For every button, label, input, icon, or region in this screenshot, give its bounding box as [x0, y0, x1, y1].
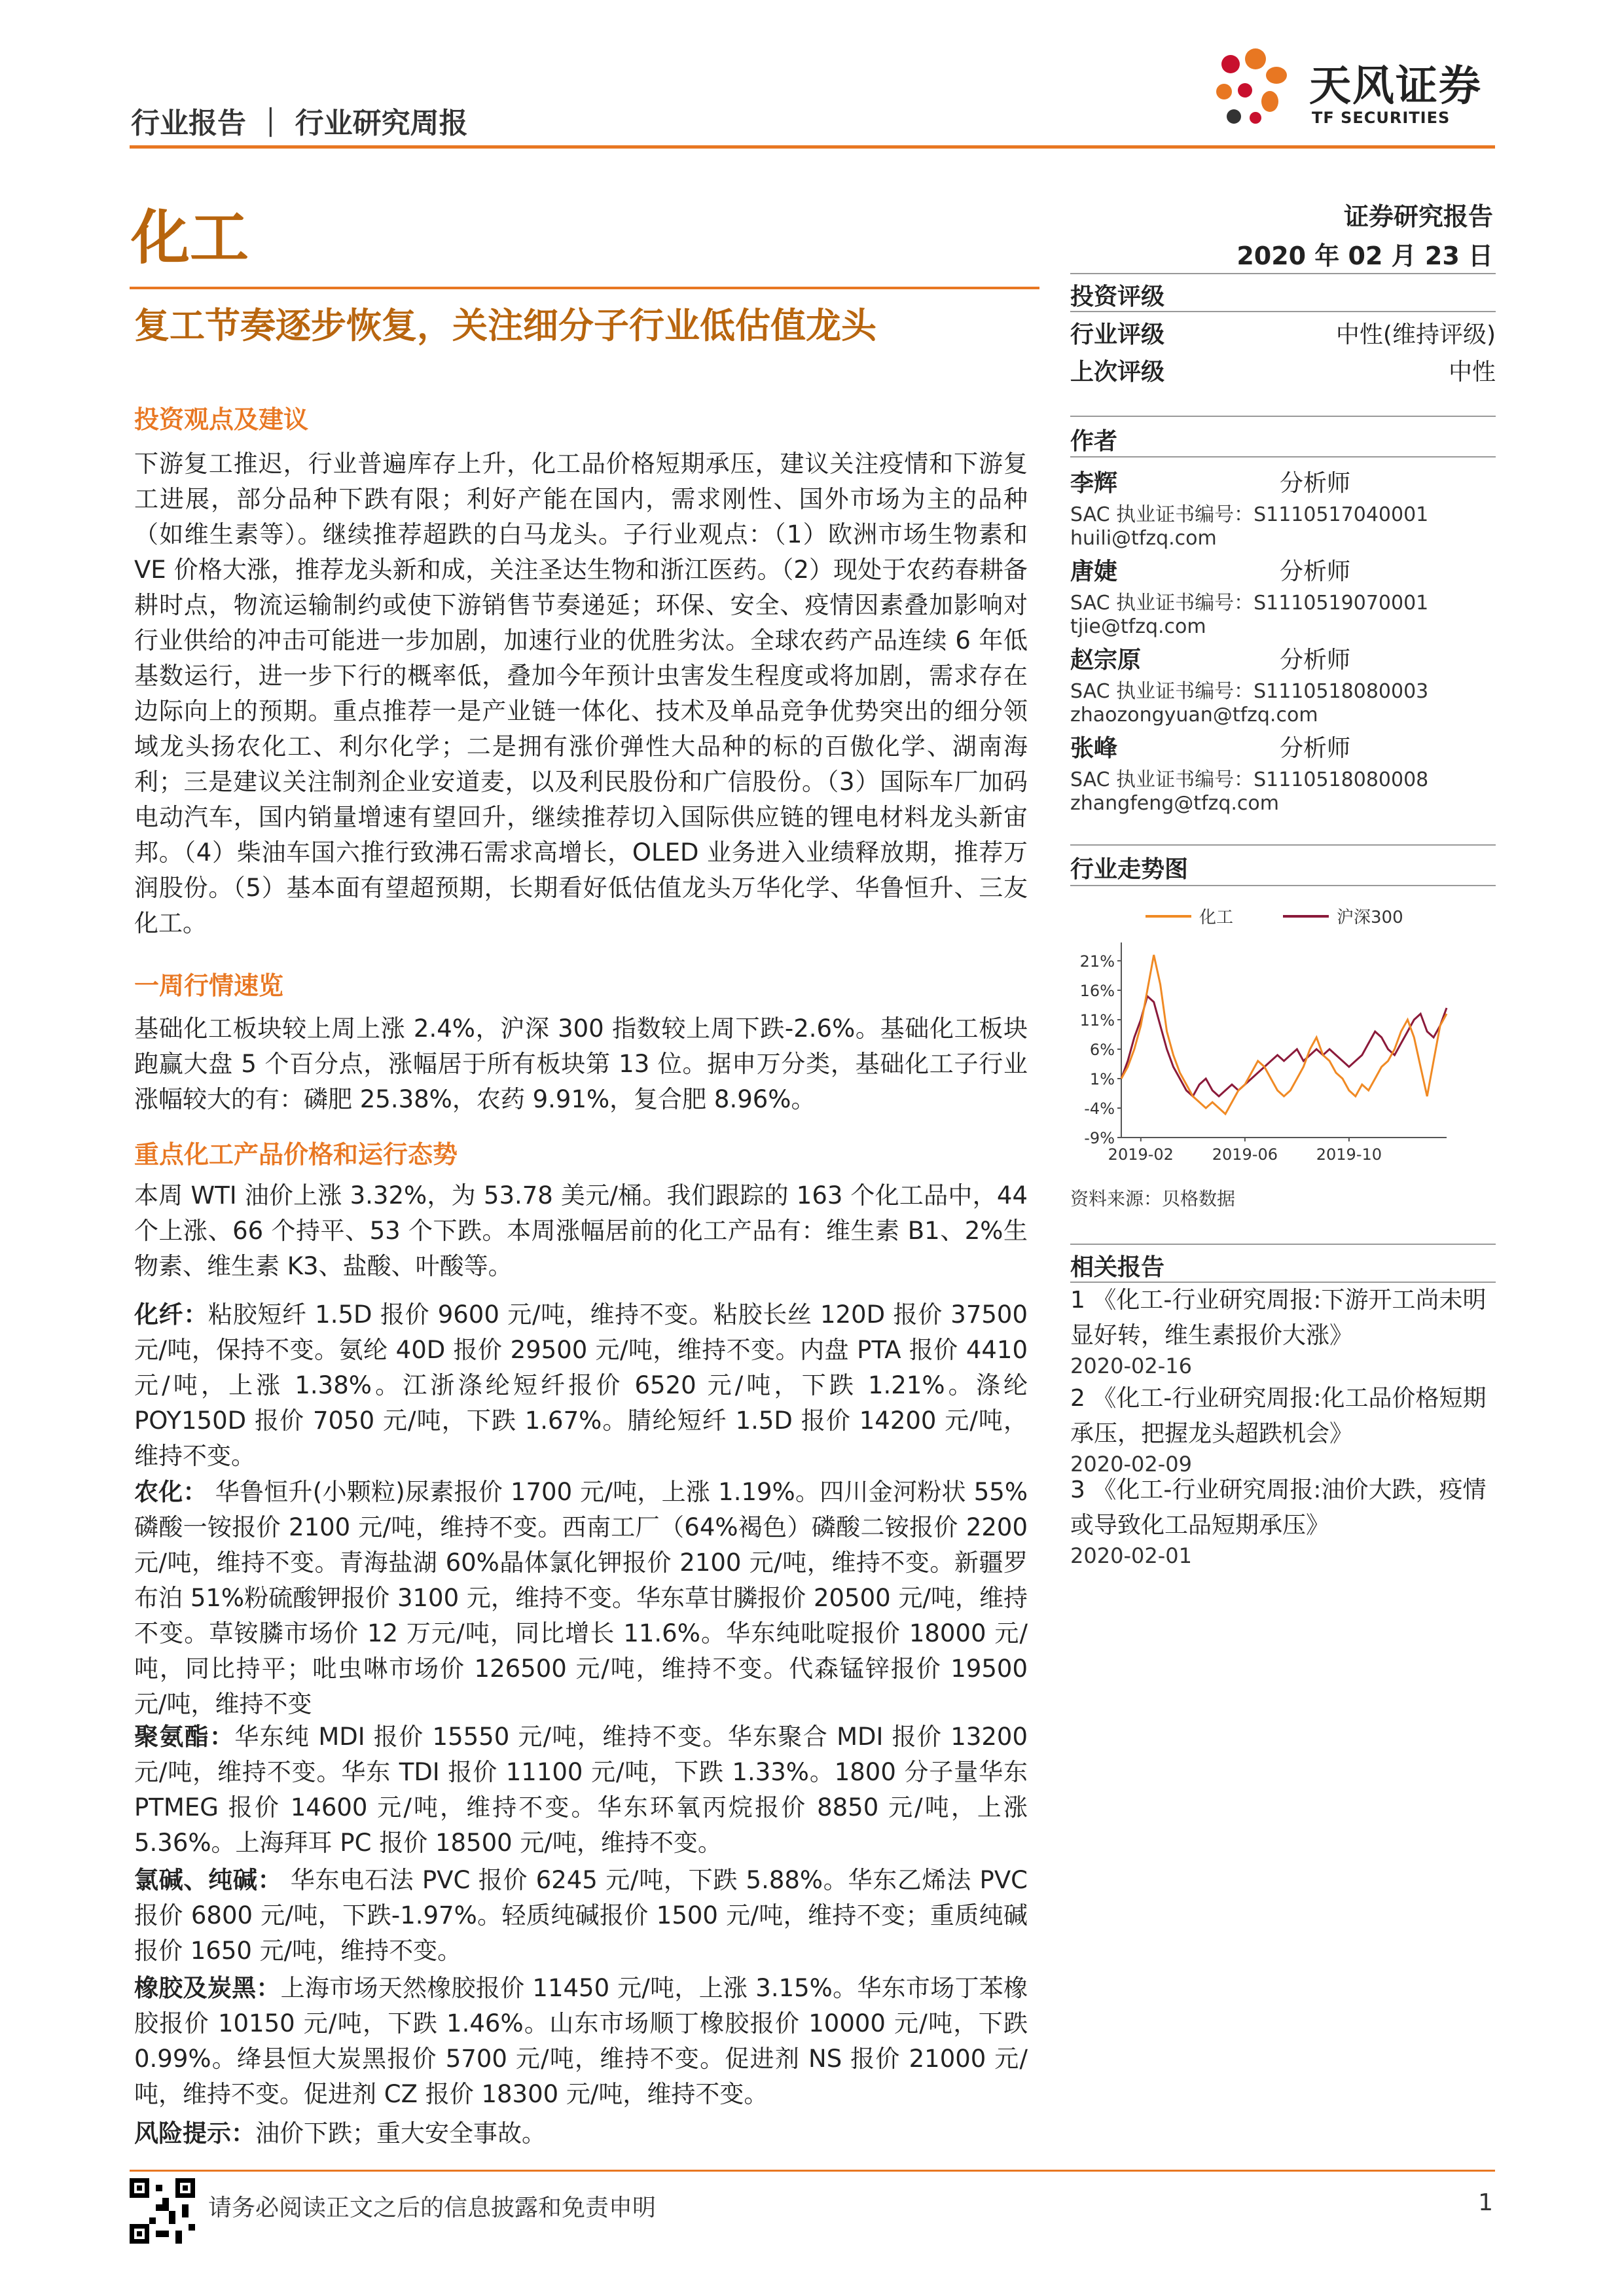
fiber-text: 粘胶短纤 1.5D 报价 9600 元/吨，维持不变。粘胶长丝 120D 报价 37500 元/吨，保持不变。氨纶 40D 报价 29500 元/吨，维持不变。内盘 PTA 报价 4410 元/吨，上涨 1.38%。江浙涤纶短纤报价 6520 元/吨，下跌 1.21%。涤纶 POY150D 报价 7050 元/吨，下跌 1.67%。腈纶短纤 1.5D 报价 14200 元/吨，维持不变。: [134, 1300, 1028, 1470]
authors-heading-text: 作者: [1070, 428, 1118, 455]
pu-text: 华东纯 MDI 报价 15550 元/吨，维持不变。华东聚合 MDI 报价 13200 元/吨，维持不变。华东 TDI 报价 11100 元/吨，下跌 1.33%。1800 分子量华东 PTMEG 报价 14600 元/吨，维持不变。华东环氧丙烷报价 8850 元/吨，上涨 5.36%。上海拜耳 PC 报价 18500 元/吨，维持不变。: [134, 1723, 1028, 1857]
page-number: 1: [1478, 2189, 1493, 2216]
chart-source: 资料来源：贝格数据: [1070, 1188, 1236, 1210]
trend-heading-text: 行业走势图: [1070, 856, 1189, 883]
authors-heading: [1070, 423, 1496, 456]
report-date: 2020 年 02 月 23 日: [1236, 242, 1493, 270]
related-date: 2020-02-09: [1070, 1452, 1192, 1477]
trend-divider: [1070, 844, 1496, 846]
author-cert: SAC 执业证书编号：S1110518080008: [1070, 768, 1429, 791]
author-2: [1070, 553, 1496, 638]
x-tick-label: 2019-06: [1212, 1145, 1278, 1164]
rating-heading: 投资评级: [1070, 283, 1165, 310]
author-name: 唐婕: [1070, 558, 1118, 585]
subtitle-divider: [130, 287, 1039, 289]
agri-text: 华鲁恒升(小颗粒)尿素报价 1700 元/吨，上涨 1.19%。四川金河粉状 55%磷酸一铵报价 2100 元/吨，维持不变。西南工厂（64%褐色）磷酸二铵报价 2200 元/吨，维持不变。青海盐湖 60%晶体氯化钾报价 2100 元/吨，维持不变。新疆罗布泊 51%粉硫酸钾报价 3100 元，维持不变。华东草甘膦报价 20500 元/吨，维持不变。草铵膦市场价 12 万元/吨，同比增长 11.6%。华东纯吡啶报价 18000 元/吨，同比持平；吡虫啉市场价 126500 元/吨，维持不变。代森锰锌报价 19500 元/吨，维持不变: [134, 1478, 1028, 1718]
industry-rating-row: [1070, 316, 1496, 350]
company-logo: [1204, 39, 1492, 137]
trend-heading: [1070, 851, 1496, 884]
chlor-text: 华东电石法 PVC 报价 6245 元/吨，下跌 5.88%。华东乙烯法 PVC 报价 6800 元/吨，下跌-1.97%。轻质纯碱报价 1500 元/吨，维持不变；重质纯碱报价 1650 元/吨，维持不变。: [134, 1866, 1028, 1965]
related-date: 2020-02-01: [1070, 1543, 1192, 1568]
author-3: [1070, 641, 1496, 726]
related-heading: [1070, 1249, 1496, 1282]
legend-label: 化工: [1199, 908, 1234, 927]
logo-icon: [1204, 39, 1303, 137]
author-4: [1070, 730, 1496, 815]
author-email[interactable]: zhangfeng@tfzq.com: [1070, 792, 1279, 815]
author-cert: SAC 执业证书编号：S1110519070001: [1070, 592, 1429, 615]
trend-heading-divider: [1070, 885, 1496, 886]
related-title[interactable]: 1 《化工-行业研究周报:下游开工尚未明显好转，维生素报价大涨》: [1070, 1287, 1487, 1349]
prev-rating-label: 上次评级: [1070, 359, 1165, 386]
author-cert: SAC 执业证书编号：S1110518080003: [1070, 680, 1429, 703]
fiber-paragraph: [134, 1297, 1028, 1474]
fiber-label: 化纤：: [134, 1300, 209, 1329]
market-heading: 一周行情速览: [134, 971, 284, 1000]
logo-name-cn: 天风证券: [1309, 62, 1482, 111]
prev-rating-row: [1070, 353, 1496, 387]
y-tick-label: 1%: [1089, 1070, 1115, 1088]
industry-trend-chart: [1070, 890, 1496, 1172]
risk-paragraph: [134, 2116, 1028, 2151]
author-name: 赵宗原: [1070, 647, 1142, 673]
footer-divider: [130, 2170, 1495, 2172]
author-role: 分析师: [1280, 735, 1351, 762]
authors-divider: [1070, 416, 1496, 417]
author-name: 张峰: [1070, 735, 1118, 762]
y-tick-label: -4%: [1084, 1100, 1115, 1118]
related-title[interactable]: 2 《化工-行业研究周报:化工品价格短期承压，把握龙头超跌机会》: [1070, 1385, 1487, 1447]
rating-divider: [1070, 273, 1496, 274]
prev-rating-value: 中性: [1448, 359, 1496, 386]
agri-paragraph: [134, 1475, 1028, 1722]
prices-heading: 重点化工产品价格和运行态势: [134, 1140, 458, 1169]
author-email[interactable]: huili@tfzq.com: [1070, 527, 1217, 550]
header-divider: [130, 145, 1495, 149]
pu-label: 聚氨酯：: [134, 1723, 235, 1751]
rubber-paragraph: [134, 1971, 1028, 2112]
agri-label: 农化：: [134, 1478, 208, 1506]
y-tick-label: 21%: [1079, 952, 1115, 971]
related-item-1[interactable]: [1070, 1283, 1496, 1378]
x-tick-label: 2019-10: [1316, 1145, 1382, 1164]
author-role: 分析师: [1280, 647, 1351, 673]
chlor-paragraph: [134, 1863, 1028, 1969]
industry-rating-value: 中性(维持评级): [1335, 321, 1496, 348]
legend-label: 沪深300: [1337, 908, 1403, 927]
author-cert: SAC 执业证书编号：S1110517040001: [1070, 503, 1429, 526]
rating-block: [1070, 278, 1496, 312]
y-tick-label: 11%: [1079, 1011, 1115, 1030]
prices-paragraph: 本周 WTI 油价上涨 3.32%，为 53.78 美元/桶。我们跟踪的 163 个化工品中，44 个上涨、66 个持平、53 个下跌。本周涨幅居前的化工产品有：维生素 B1、2%生物素、维生素 K3、盐酸、叶酸等。: [134, 1181, 1028, 1280]
x-tick-label: 2019-02: [1108, 1145, 1174, 1164]
risk-text: 油价下跌；重大安全事故。: [255, 2119, 546, 2147]
related-heading-text: 相关报告: [1070, 1254, 1165, 1281]
related-item-2[interactable]: [1070, 1381, 1496, 1477]
report-series-title: 行业报告 ｜ 行业研究周报: [131, 107, 468, 140]
author-email[interactable]: zhaozongyuan@tfzq.com: [1070, 704, 1318, 726]
views-heading: 投资观点及建议: [134, 405, 309, 434]
series-line: [1121, 955, 1447, 1114]
views-paragraph: 下游复工推迟，行业普遍库存上升，化工品价格短期承压，建议关注疫情和下游复工进展，部分品种下跌有限；利好产能在国内，需求刚性、国外市场为主的品种（如维生素等）。继续推荐超跌的白马龙头。子行业观点：（1）欧洲市场生物素和 VE 价格大涨，推荐龙头新和成，关注圣达生物和浙江医药。（2）现处于农药春耕备耕时点，物流运输制约或使下游销售节奏递延；环保、安全、疫情因素叠加影响对行业供给的冲击可能进一步加剧，加速行业的优胜劣汰。全球农药产品连续 6 年低基数运行，进一步下行的概率低，叠加今年预计虫害发生程度或将加剧，需求存在边际向上的预期。重点推荐一是产业链一体化、技术及单品竞争优势突出的细分领域龙头扬农化工、利尔化学；二是拥有涨价弹性大品种的标的百傲化学、湖南海利；三是建议关注制剂企业安道麦，以及利民股份和广信股份。（3）国际车厂加码电动汽车，国内销量增速有望回升，继续推荐切入国际供应链的锂电材料龙头新宙邦。（4）柴油车国六推行致沸石需求高增长，OLED 业务进入业绩释放期，推荐万润股份。（5）基本面有望超预期，长期看好低估值龙头万华化学、华鲁恒升、三友化工。: [134, 450, 1028, 937]
y-tick-label: 16%: [1079, 982, 1115, 1000]
authors-heading-divider: [1070, 456, 1496, 457]
author-email[interactable]: tjie@tfzq.com: [1070, 615, 1206, 638]
related-date: 2020-02-16: [1070, 1354, 1192, 1378]
chlor-label: 氯碱、纯碱：: [134, 1866, 283, 1894]
report-subtitle: 复工节奏逐步恢复，关注细分子行业低估值龙头: [134, 305, 876, 346]
industry-rating-label: 行业评级: [1070, 321, 1165, 348]
report-type: 证券研究报告: [1343, 202, 1493, 231]
qr-code-icon: [130, 2178, 195, 2244]
author-role: 分析师: [1280, 470, 1351, 497]
related-item-3[interactable]: [1070, 1473, 1496, 1568]
logo-name-en: TF SECURITIES: [1312, 109, 1451, 127]
author-1: [1070, 465, 1496, 550]
market-paragraph: 基础化工板块较上周上涨 2.4%，沪深 300 指数较上周下跌-2.6%。基础化工板块跑赢大盘 5 个百分点，涨幅居于所有板块第 13 位。据申万分类，基础化工子行业涨幅较大的有：磷肥 25.38%，农药 9.91%，复合肥 8.96%。: [134, 1014, 1028, 1113]
risk-label: 风险提示：: [134, 2119, 255, 2147]
rubber-label: 橡胶及炭黑：: [134, 1974, 281, 2002]
rating-heading-divider: [1070, 311, 1496, 312]
related-divider: [1070, 1244, 1496, 1245]
related-title[interactable]: 3 《化工-行业研究周报:油价大跌，疫情或导致化工品短期承压》: [1070, 1477, 1487, 1539]
industry-name: 化工: [131, 204, 249, 272]
footer-disclaimer: 请务必阅读正文之后的信息披露和免责申明: [208, 2195, 657, 2221]
author-role: 分析师: [1280, 558, 1351, 585]
pu-paragraph: [134, 1719, 1028, 1861]
y-tick-label: 6%: [1089, 1041, 1115, 1059]
rubber-text: 上海市场天然橡胶报价 11450 元/吨，上涨 3.15%。华东市场丁苯橡胶报价 10150 元/吨，下跌 1.46%。山东市场顺丁橡胶报价 10000 元/吨，下跌 0.99%。绛县恒大炭黑报价 5700 元/吨，维持不变。促进剂 NS 报价 21000 元/吨，维持不变。促进剂 CZ 报价 18300 元/吨，维持不变。: [134, 1974, 1028, 2108]
y-tick-label: -9%: [1084, 1129, 1115, 1147]
author-name: 李辉: [1070, 470, 1118, 497]
